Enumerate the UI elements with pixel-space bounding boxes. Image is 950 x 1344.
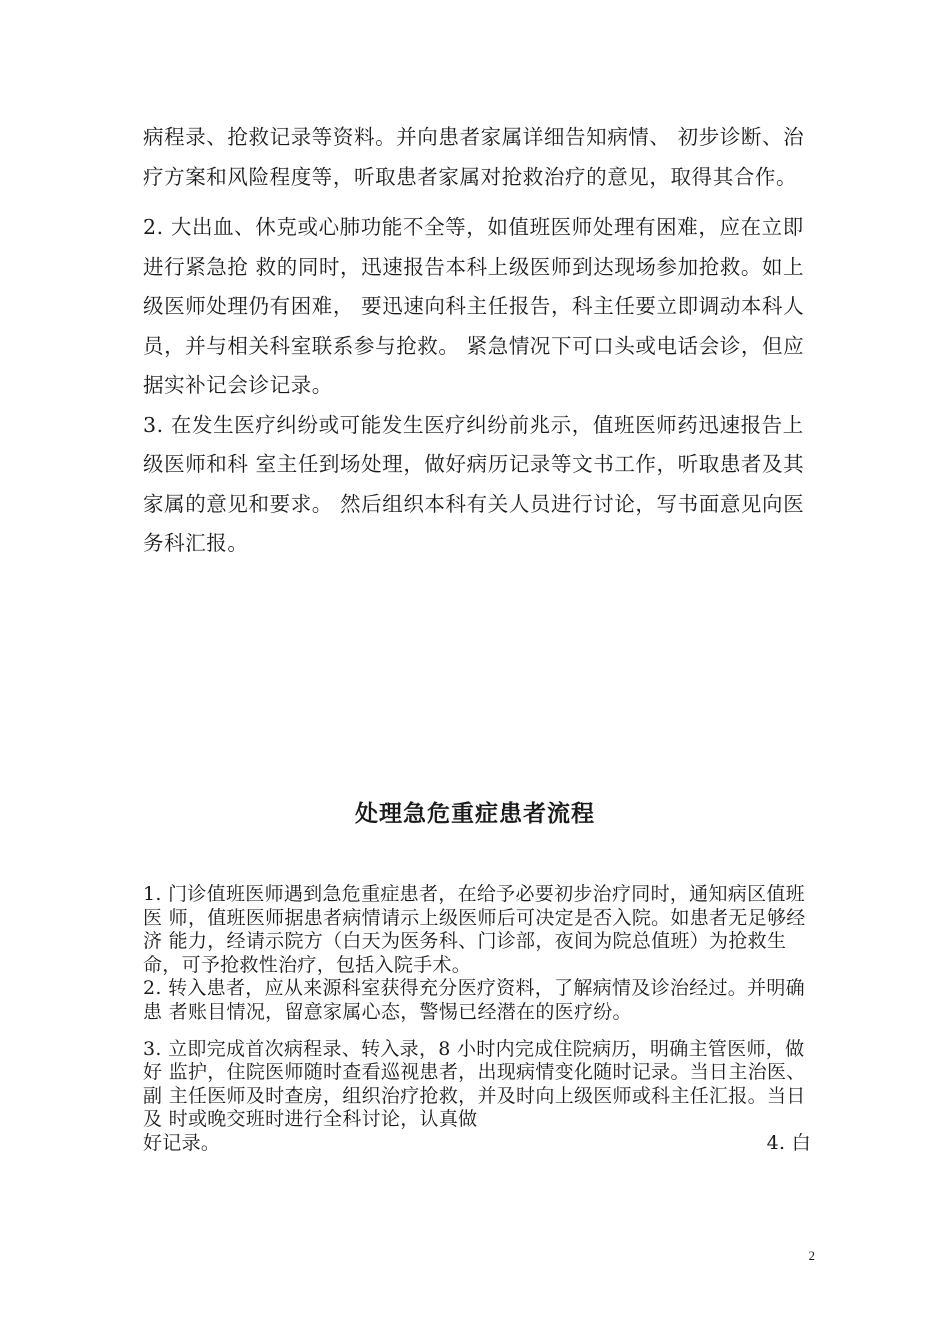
- last-line-right: 4. 白: [766, 1131, 811, 1154]
- page-number: 2: [808, 1248, 815, 1263]
- paragraph-2-3-last-line: [143, 1132, 811, 1156]
- paragraph-2-3: 3. 立即完成首次病程录、转入录，8 小时内完成住院病历，明确主管医师，做好 监护，住院医师随时查看巡视患者，出现病情变化随时记录。当日主治医、副 主任医师及时查房，组织治疗抢救，并及时向上级医师或科主任汇报。当日及 时或晚交班时进行全科讨论，认真做: [143, 1037, 806, 1131]
- paragraph-2-1: 1. 门诊值班医师遇到急危重症患者，在给予必要初步治疗同时，通知病区值班医 师，值班医师据患者病情请示上级医师后可决定是否入院。如患者无足够经济 能力，经请示院方（白天为医务科、门诊部，夜间为院总值班）为抢救生命，可予抢救性治疗，包括入院手术。: [143, 883, 806, 976]
- section-title: 处理急危重症患者流程: [355, 801, 595, 827]
- paragraph-1-2: 2. 大出血、休克或心肺功能不全等，如值班医师处理有困难，应在立即进行紧急抢 救的同时，迅速报告本科上级医师到达现场参加抢救。如上级医师处理仍有困难， 要迅速向科主任报告，科主任要立即调动本科人员，并与相关科室联系参与抢救。 紧急情况下可口头或电话会诊，但应据实补记会诊记录。: [143, 215, 805, 397]
- paragraph-1-3: 3. 在发生医疗纠纷或可能发生医疗纠纷前兆示，值班医师药迅速报告上级医师和科 室主任到场处理，做好病历记录等文书工作，听取患者及其家属的意见和要求。 然后组织本科有关人员进行讨论，写书面意见向医务科汇报。: [143, 412, 805, 555]
- paragraph-1-1: 病程录、抢救记录等资料。并向患者家属详细告知病情、 初步诊断、治疗方案和风险程度等，听取患者家属对抢救治疗的意见，取得其合作。: [143, 125, 805, 189]
- paragraph-2-2: 2. 转入患者，应从来源科室获得充分医疗资料，了解病情及诊治经过。并明确患 者账目情况，留意家属心态，警惕已经潜在的医疗纷。: [143, 977, 805, 1023]
- section-1: [143, 118, 811, 564]
- last-line-left: 好记录。: [143, 1131, 221, 1154]
- section-2: [143, 883, 811, 1156]
